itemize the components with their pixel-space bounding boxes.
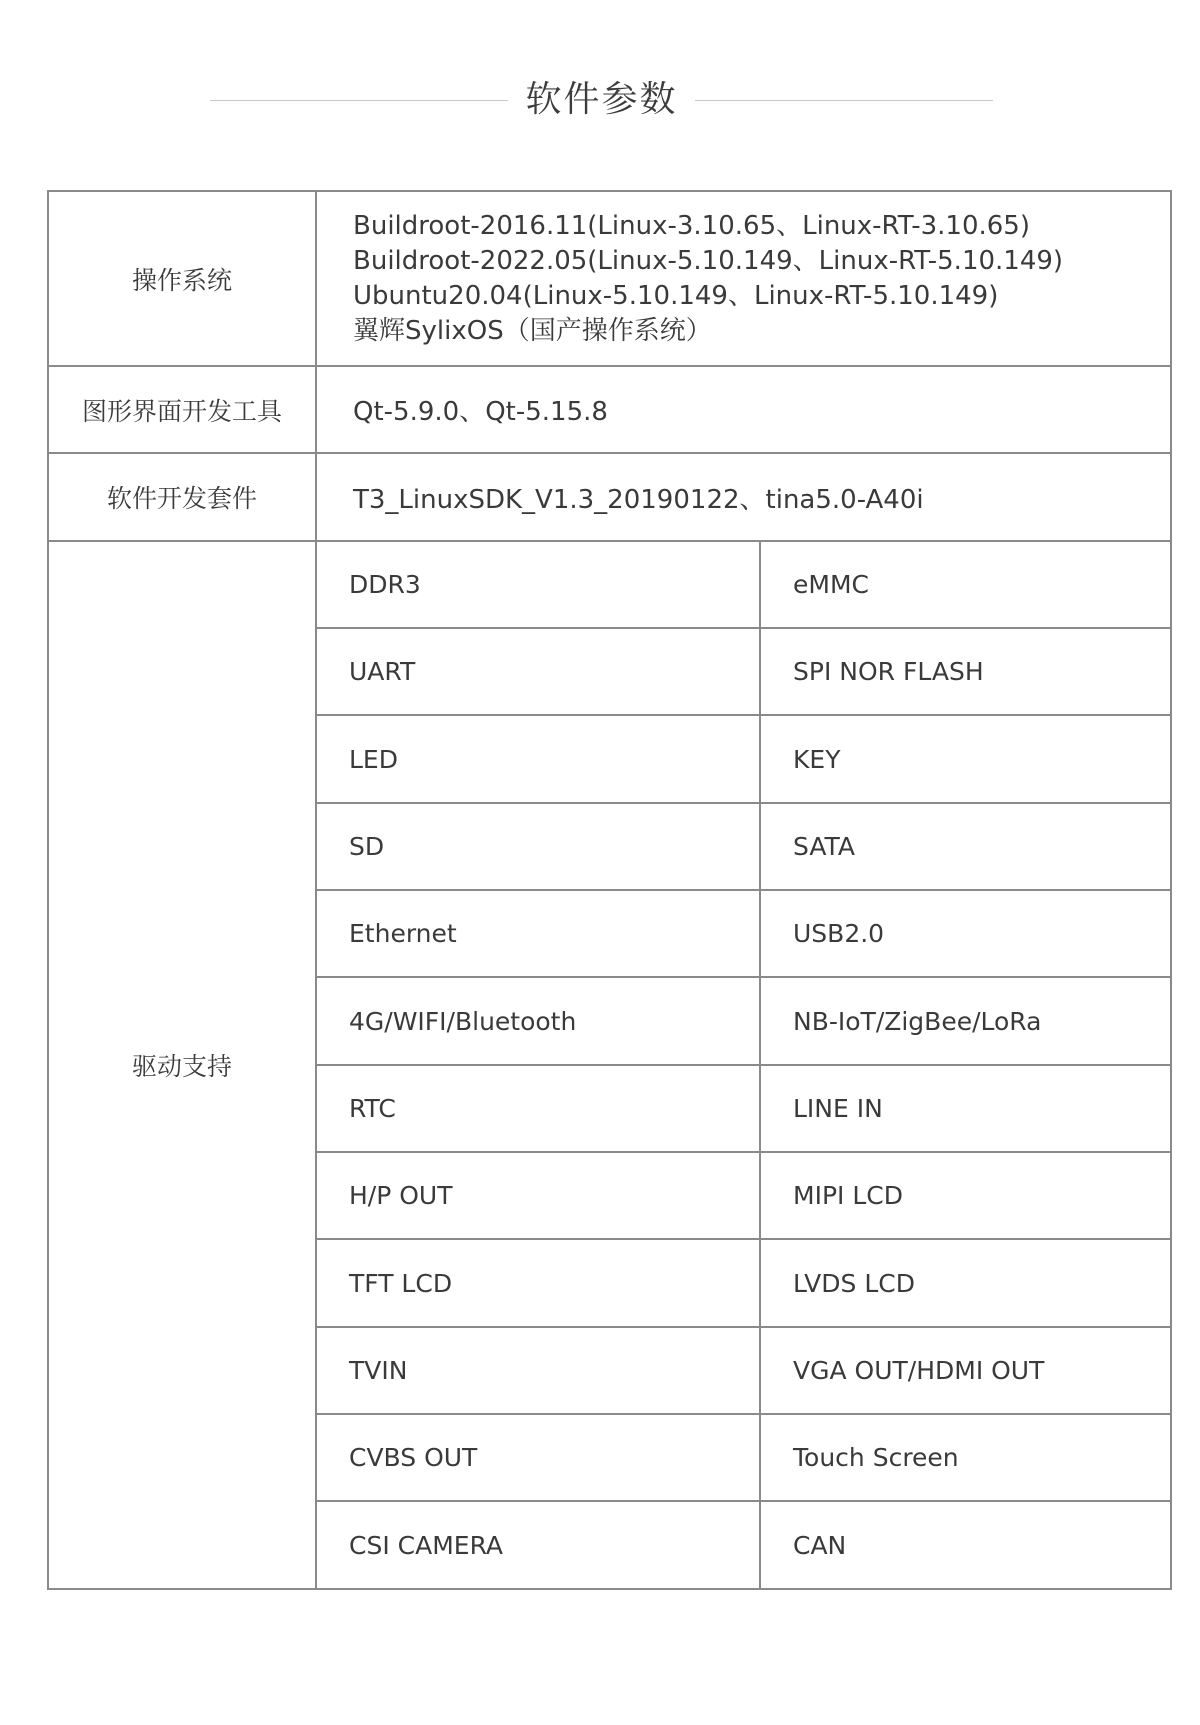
os-value-1: Buildroot-2016.11(Linux-3.10.65、Linux-RT-3.10.65): [353, 210, 1030, 241]
driver-item: UART: [316, 628, 760, 715]
driver-item: TFT LCD: [316, 1239, 760, 1327]
driver-item: SPI NOR FLASH: [760, 628, 1171, 715]
section-header: [0, 72, 1200, 128]
gui-value-text: Qt-5.9.0、Qt-5.15.8: [353, 397, 608, 427]
driver-item: SD: [316, 803, 760, 890]
driver-item: TVIN: [316, 1327, 760, 1414]
driver-item: USB2.0: [760, 890, 1171, 977]
driver-item: eMMC: [760, 541, 1171, 628]
driver-item: SATA: [760, 803, 1171, 890]
os-label: 操作系统: [48, 191, 316, 366]
gui-label: 图形界面开发工具: [48, 366, 316, 453]
driver-item: VGA OUT/HDMI OUT: [760, 1327, 1171, 1414]
driver-item: DDR3: [316, 541, 760, 628]
driver-item: MIPI LCD: [760, 1152, 1171, 1239]
driver-item: LINE IN: [760, 1065, 1171, 1152]
driver-item: LED: [316, 715, 760, 803]
os-row: [48, 191, 1171, 366]
sdk-value-text: T3_LinuxSDK_V1.3_20190122、tina5.0-A40i: [353, 484, 924, 515]
drivers-label: 驱动支持: [48, 541, 316, 1589]
sdk-value: [316, 453, 1171, 541]
gui-value: [316, 366, 1171, 453]
os-values: [316, 191, 1171, 366]
os-value-3: Ubuntu20.04(Linux-5.10.149、Linux-RT-5.10.149): [353, 280, 999, 311]
gui-row: [48, 366, 1171, 453]
driver-item: LVDS LCD: [760, 1239, 1171, 1327]
driver-item: H/P OUT: [316, 1152, 760, 1239]
driver-item: NB-IoT/ZigBee/LoRa: [760, 977, 1171, 1065]
os-value-2: Buildroot-2022.05(Linux-5.10.149、Linux-RT-5.10.149): [353, 245, 1064, 276]
driver-item: CSI CAMERA: [316, 1501, 760, 1589]
driver-item: 4G/WIFI/Bluetooth: [316, 977, 760, 1065]
os-value-4: 翼辉SylixOS（国产操作系统）: [353, 315, 712, 346]
driver-item: Ethernet: [316, 890, 760, 977]
driver-item: CVBS OUT: [316, 1414, 760, 1501]
driver-item: KEY: [760, 715, 1171, 803]
driver-item: CAN: [760, 1501, 1171, 1589]
page-title: 软件参数: [525, 79, 678, 120]
title-divider-right: [695, 100, 993, 101]
sdk-label: 软件开发套件: [48, 453, 316, 541]
title-divider-left: [210, 100, 508, 101]
driver-item: Touch Screen: [760, 1414, 1171, 1501]
driver-row: [48, 541, 1171, 628]
software-spec-table: [47, 190, 1172, 1590]
sdk-row: [48, 453, 1171, 541]
driver-item: RTC: [316, 1065, 760, 1152]
